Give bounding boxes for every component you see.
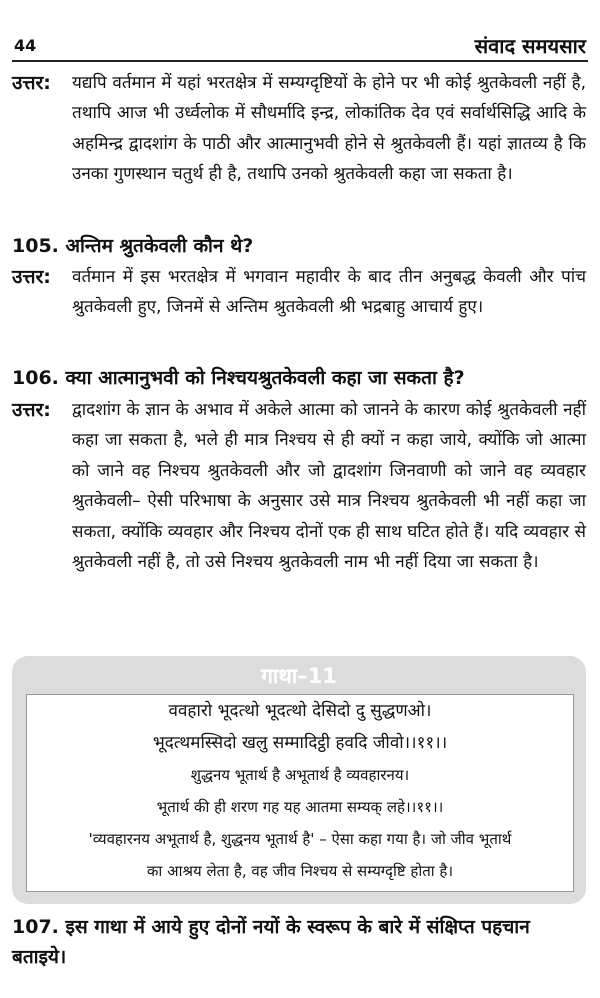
gatha-meaning-line: का आश्रय लेता है, वह जीव निश्चय से सम्यग्दृष्टि होता है। (146, 862, 454, 880)
gatha-box (12, 656, 586, 904)
gatha-title: गाथा–11 (261, 664, 337, 688)
answer-block-106 (12, 395, 586, 577)
answer-block-intro (12, 68, 586, 190)
answer-label: उत्तर: (12, 266, 51, 288)
gatha-verse-line: भूदत्थमस्सिदो खलु सम्मादिट्ठी हवदि जीवो।।११।। (152, 733, 448, 753)
answer-block-105 (12, 262, 586, 323)
answer-label: उत्तर: (12, 399, 51, 421)
gatha-verse-line: ववहारो भूदत्थो भूदत्थो देसिदो दु सुद्धणओ। (168, 701, 432, 721)
page-number: 44 (14, 36, 37, 55)
question-107: 107. इस गाथा में आये हुए दोनों नयों के स्वरूप के बारे में संक्षिप्त पहचान बताइये। (12, 916, 530, 968)
answer-label: उत्तर: (12, 72, 51, 94)
page-header (0, 32, 600, 62)
gatha-verse-line: शुद्धनय भूतार्थ है अभूतार्थ है व्यवहारनय। (190, 766, 410, 784)
answer-text: वर्तमान में इस भरतक्षेत्र में भगवान महावीर के बाद तीन अनुबद्ध केवली और पांच श्रुतकेवली हुए, जिनमें से अन्तिम श्रुतकेवली श्री भद्रबाहु आचार्य हुए। (72, 267, 586, 318)
gatha-text-panel (26, 694, 574, 892)
answer-text: द्वादशांग के ज्ञान के अभाव में अकेले आत्मा को जानने के कारण कोई श्रुतकेवली नहीं कहा जा सकता है, भले ही मात्र निश्चय से ही क्यों न कहा जाये, क्योंकि जो आत्मा को जाने वह निश्चय श्रुतकेवली और जो द्वादशांग जिनवाणी को जाने वह व्यवहार श्रुतकेवली– ऐसी परिभाषा के अनुसार उसे मात्र निश्चय श्रुतकेवली भी नहीं कहा जा सकता, क्योंकि व्यवहार और निश्चय दोनों एक ही साथ घटित होते हैं। यदि व्यवहार से श्रुतकेवली नहीं है, तो उसे निश्चय श्रुतकेवली नाम भी नहीं दिया जा सकता है। (72, 400, 586, 573)
gatha-meaning-line: 'व्यवहारनय अभूतार्थ है, शुद्धनय भूतार्थ है' – ऐसा कहा गया है। जो जीव भूतार्थ (88, 830, 512, 848)
answer-text: यद्यपि वर्तमान में यहां भरतक्षेत्र में सम्यग्दृष्टियों के होने पर भी कोई श्रुतकेवली नहीं है, तथापि आज भी उर्ध्वलोक में सौधर्मादि इन्द्र, लोकांतिक देव एवं सर्वार्थसिद्धि आदि के अहमिन्द्र द्वादशांग के पाठी और आत्मानुभवी होने से श्रुतकेवली हैं। यहां ज्ञातव्य है कि उनका गुणस्थान चतुर्थ ही है, तथापि उनको श्रुतकेवली कहा जा सकता है। (72, 73, 586, 185)
book-title: संवाद समयसार (474, 34, 586, 58)
question-106: 106. क्या आत्मानुभवी को निश्चयश्रुतकेवली कहा जा सकता है? (12, 367, 465, 389)
header-rule (12, 60, 588, 62)
question-105: 105. अन्तिम श्रुतकेवली कौन थे? (12, 235, 254, 257)
gatha-verse-line: भूतार्थ की ही शरण गह यह आतमा सम्यक् लहे।।११।। (156, 798, 444, 816)
